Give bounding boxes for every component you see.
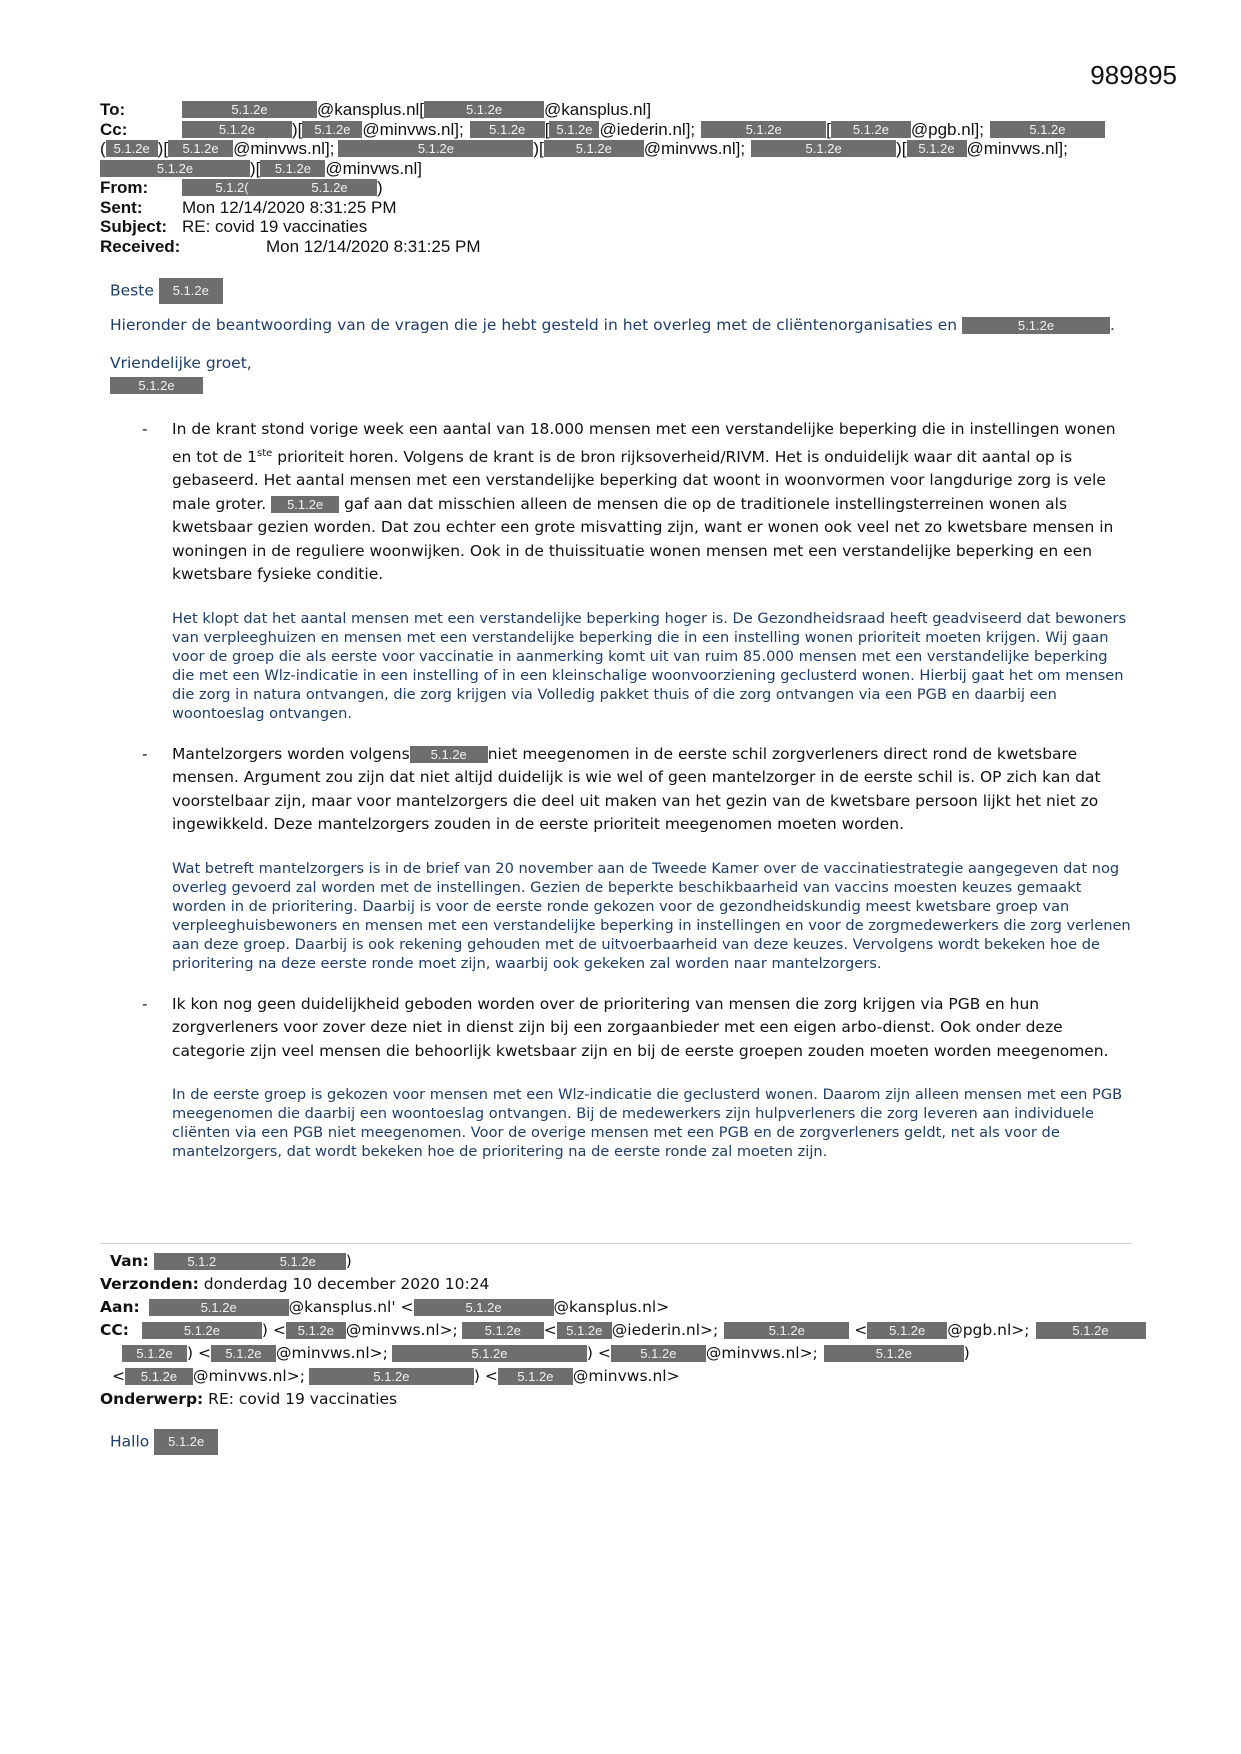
cc-domain: @minvws.nl]; xyxy=(233,139,335,158)
to-domain: @kansplus.nl[ xyxy=(317,100,425,119)
from-label: From: xyxy=(100,178,149,197)
onderwerp-row xyxy=(100,1388,1150,1411)
intro-line: Hieronder de beantwoording van de vragen die je hebt gesteld in het overleg met de cliëntenorganisaties en 5.1.2e . xyxy=(110,316,1115,334)
redaction: 5.1.2e xyxy=(142,1322,262,1339)
salutation-line xyxy=(110,278,1140,304)
point-answer: Het klopt dat het aantal mensen met een verstandelijke beperking hoger is. De Gezondheidsraad heeft geadviseerd dat bewoners van verpleeghuizen en mensen met een verstandelijke beperking die in een instelling wonen prioriteit moeten krijgen. Wij gaan voor de groep die als eerste voor vaccinatie in aanmerking komt uit van ruim 85.000 mensen met een verstandelijke beperking die met een Wlz-indicatie in een instelling of in een kleinschalige woonvoorziening geclusterd wonen. Hierbij gaat het om mensen die zorg in natura ontvangen, die zorg krijgen via Volledig pakket thuis of die zorg ontvangen via een PGB en daarbij een woontoeslag ontvangen. xyxy=(172,609,1127,722)
point-question: - Mantelzorgers worden volgens 5.1.2e niet meegenomen in de eerste schil zorgverleners direct rond de kwetsbare mensen. Argument zou zijn dat niet altijd duidelijk is wie wel of geen mantelzorger in de eerste schil is. OP zich kan dat voorstelbaar zijn, maar voor mantelzorgers die deel uit maken van het gezin van de kwetsbare persoon lijkt het niet zo ingewikkeld. Deze mantelzorgers zouden in de eerste prioriteit meegenomen moeten worden. xyxy=(142,744,1101,834)
cc-row-3 xyxy=(100,159,1150,179)
verzonden-label: Verzonden: xyxy=(100,1275,199,1293)
redaction: 5.1.2e xyxy=(724,1322,849,1339)
redaction: 5.1.2e xyxy=(168,140,233,157)
greeting-line xyxy=(110,1429,1150,1455)
redaction: 5.1.2e xyxy=(149,1299,289,1316)
redaction: 5.1.2e xyxy=(309,1368,474,1385)
to-domain: @kansplus.nl] xyxy=(544,100,652,119)
to-row xyxy=(100,100,1150,120)
subject-row xyxy=(100,217,1150,237)
email-header xyxy=(100,100,1150,256)
bracket: ( xyxy=(100,139,106,158)
redaction: 5.1.2e xyxy=(271,496,339,513)
redaction: 5.1.2e xyxy=(611,1345,706,1362)
intro-text: Hieronder de beantwoording van de vragen die je hebt gesteld in het overleg met de cliëntenorganisaties en xyxy=(110,316,958,334)
subject-label: Subject: xyxy=(100,217,168,236)
redaction: 5.1.2e xyxy=(106,140,158,157)
cc-domain: @minvws.nl]; xyxy=(643,139,746,158)
redaction: 5.1.2e xyxy=(159,278,223,304)
redaction: 5.1.2e xyxy=(125,1368,193,1385)
redaction: 5.1.2e xyxy=(962,317,1110,334)
cc-row-2 xyxy=(100,139,1150,159)
cc-domain: @iederin.nl]; xyxy=(599,119,696,139)
redaction: 5.1.2e xyxy=(470,121,545,138)
onderwerp-label: Onderwerp: xyxy=(100,1390,204,1408)
redaction: 5.1.2e xyxy=(282,179,377,196)
bracket: [ xyxy=(544,119,550,139)
bracket: )[ xyxy=(533,139,544,158)
cc-domain: @minvws.nl] xyxy=(325,158,422,178)
sent-value: Mon 12/14/2020 8:31:25 PM xyxy=(182,197,397,217)
point-question: - Ik kon nog geen duidelijkheid geboden worden over de prioritering van mensen die zorg krijgen via PGB en hun zorgverleners voor zover deze niet in dienst zijn bij een zorgaanbieder met een eigen arbo-dienst. Ook onder deze categorie zijn veel mensen die behoorlijk kwetsbaar zijn en bij de eerste groepen zouden moeten worden meegenomen. xyxy=(142,994,1109,1060)
bracket: ) xyxy=(377,178,383,197)
received-value: Mon 12/14/2020 8:31:25 PM xyxy=(266,236,481,256)
redaction: 5.1.2e xyxy=(182,121,292,138)
van-row: Van: 5.1.2 5.1.2e ) xyxy=(110,1252,352,1270)
bracket: [ xyxy=(826,119,831,139)
aan-row: Aan: 5.1.2e @kansplus.nl' < 5.1.2e @kansplus.nl> xyxy=(100,1298,670,1316)
from-row xyxy=(100,178,1150,198)
divider xyxy=(100,1243,1132,1244)
bracket: )[ xyxy=(896,139,907,158)
salutation: Beste xyxy=(110,281,154,300)
redaction: 5.1.2e xyxy=(557,1322,612,1339)
redaction: 5.1.2e xyxy=(498,1368,573,1385)
signature-line xyxy=(110,374,1140,396)
document-number: 989895 xyxy=(1090,60,1177,90)
redaction: 5.1.2( xyxy=(182,179,282,196)
redaction: 5.1.2e xyxy=(100,160,250,177)
redaction: 5.1.2e xyxy=(544,140,644,157)
redaction: 5.1.2e xyxy=(701,121,826,138)
van-label: Van: xyxy=(110,1252,149,1270)
cc-domain: @minvws.nl]; xyxy=(362,119,464,139)
redaction: 5.1.2e xyxy=(824,1345,964,1362)
verzonden-value: donderdag 10 december 2020 10:24 xyxy=(203,1275,490,1293)
bracket: )[ xyxy=(292,119,303,139)
redaction: 5.1.2e xyxy=(831,121,911,138)
redaction: 5.1.2e xyxy=(424,101,544,118)
redaction: 5.1.2 xyxy=(154,1253,250,1270)
redaction: 5.1.2e xyxy=(338,140,533,157)
redaction: 5.1.2e xyxy=(182,101,317,118)
bracket: )[ xyxy=(250,158,261,178)
verzonden-row xyxy=(100,1273,1150,1296)
cc-label: CC: xyxy=(100,1321,129,1339)
onderwerp-value: RE: covid 19 vaccinaties xyxy=(208,1390,398,1408)
cc-row-2: 5.1.2e ) < 5.1.2e @minvws.nl>; 5.1.2e ) < 5.1.2e @minvws.nl>; 5.1.2e ) xyxy=(100,1342,1150,1365)
point-question: - In de krant stond vorige week een aantal van 18.000 mensen met een verstandelijke beperking die in instellingen wonen en tot de 1ste prioriteit horen. Volgens de krant is de bron rijksoverheid/RIVM. Het is onduidelijk waar dit aantal op is gebaseerd. Het aantal mensen met een verstandelijke beperking dat woont in woonvormen voor langdurige zorg is vele male groter. 5.1.2e gaf aan dat misschien alleen de mensen die op de traditionele instellingsterreinen wonen als kwetsbaar gezien worden. Dat zou echter een grote misvatting zijn, want er wonen ook veel net zo kwetsbare mensen in woningen in de reguliere woonwijken. Ook in de thuissituatie wonen mensen met een verstandelijke beperking en een kwetsbare fysieke conditie. xyxy=(142,420,1116,584)
received-row xyxy=(100,237,1150,257)
sent-row xyxy=(100,198,1150,218)
cc-row xyxy=(100,120,1150,140)
forwarded-header xyxy=(100,1250,1150,1455)
cc-domain: @pgb.nl]; xyxy=(910,119,984,139)
redaction: 5.1.2e xyxy=(260,160,325,177)
cc-row: CC: 5.1.2e ) < 5.1.2e @minvws.nl>; 5.1.2e < 5.1.2e @iederin.nl>; 5.1.2e < 5.1.2e @pgb.nl>; 5.1.2e xyxy=(100,1319,1150,1342)
points-list xyxy=(100,418,1140,1161)
to-label: To: xyxy=(100,100,126,119)
redaction: 5.1.2e xyxy=(751,140,896,157)
greeting: Hallo xyxy=(110,1432,150,1451)
cc-domain: @minvws.nl]; xyxy=(966,139,1068,158)
redaction: 5.1.2e xyxy=(392,1345,587,1362)
point-answer: In de eerste groep is gekozen voor mensen met een Wlz-indicatie die geclusterd wonen. Daarom zijn alleen mensen met een PGB meegenomen die daarbij een woontoeslag ontvangen. Bij de medewerkers zijn hulpverleners die zorg leveren aan individuele cliënten via een PGB niet meegenomen. Voor de overige mensen met een PGB en de zorgverleners geldt, net als voor de mantelzorgers, dat wordt bekeken hoe de prioritering na de eerste ronde zal moeten zijn. xyxy=(172,1086,1123,1161)
cc-row-3: < 5.1.2e @minvws.nl>; 5.1.2e ) < 5.1.2e @minvws.nl> xyxy=(112,1367,680,1385)
redaction: 5.1.2e xyxy=(549,121,599,138)
bracket: )[ xyxy=(157,139,169,158)
redaction: 5.1.2e xyxy=(867,1322,947,1339)
redaction: 5.1.2e xyxy=(286,1322,346,1339)
subject-value: RE: covid 19 vaccinaties xyxy=(182,217,368,236)
closing: Vriendelijke groet, xyxy=(110,354,252,372)
redaction: 5.1.2e xyxy=(250,1253,346,1270)
redaction: 5.1.2e xyxy=(1036,1322,1146,1339)
redaction: 5.1.2e xyxy=(211,1345,276,1362)
redaction: 5.1.2e xyxy=(462,1322,544,1339)
redaction: 5.1.2e xyxy=(110,377,203,394)
message-body xyxy=(100,270,1140,1161)
redaction: 5.1.2e xyxy=(907,140,967,157)
point-answer: Wat betreft mantelzorgers is in de brief van 20 november aan de Tweede Kamer over de vaccinatiestrategie aangegeven dat nog overleg gevoerd zal worden met de instellingen. Gezien de beperkte beschikbaarheid van vaccins moesten keuzes gemaakt worden in de prioritering. Daarbij is voor de eerste ronde gekozen voor de gezondheidskundig meest kwetsbare groep van verpleeghuisbewoners en mensen met een verstandelijke beperking in instellingen en voor de zorgmedewerkers die zorg verlenen aan deze groep. Daarbij is ook rekening gehouden met de uitvoerbaarheid van deze keuzes. Vervolgens wordt bekeken hoe de prioritering na deze eerste ronde moet zijn, waarbij ook gekeken zal worden naar mantelzorgers. xyxy=(172,859,1131,972)
sent-label: Sent: xyxy=(100,197,143,217)
redaction: 5.1.2e xyxy=(154,1429,218,1455)
cc-label: Cc: xyxy=(100,119,128,139)
redaction: 5.1.2e xyxy=(302,121,362,138)
redaction: 5.1.2e xyxy=(410,746,488,763)
aan-label: Aan: xyxy=(100,1298,140,1316)
redaction: 5.1.2e xyxy=(990,121,1105,138)
redaction: 5.1.2e xyxy=(122,1345,187,1362)
redaction: 5.1.2e xyxy=(414,1299,554,1316)
received-label: Received: xyxy=(100,236,181,256)
